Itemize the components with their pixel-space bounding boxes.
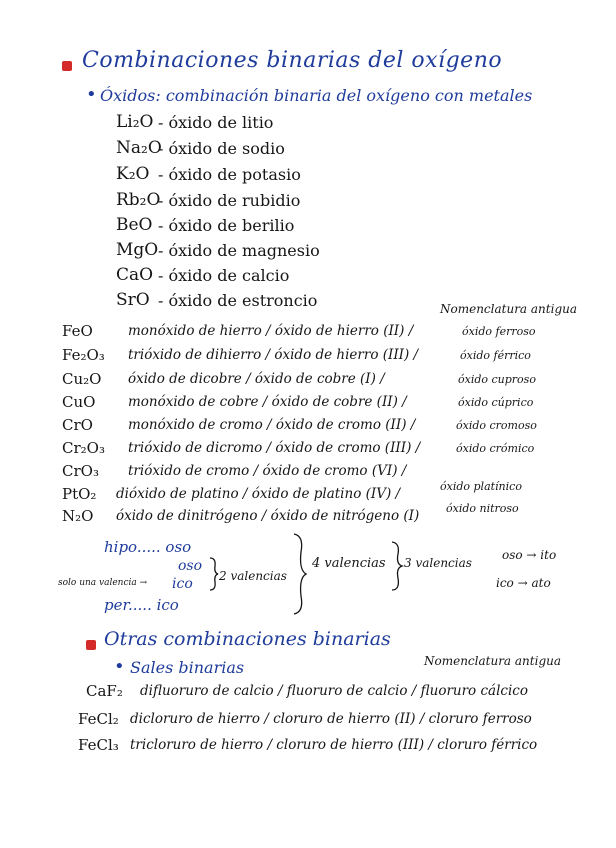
oxide-formula: CuO	[62, 393, 96, 411]
oxide-name: - óxido de sodio	[158, 139, 285, 158]
oxide-name: - óxido de berilio	[158, 216, 295, 235]
page-title: Combinaciones binarias del oxígeno	[82, 48, 503, 73]
oxide-old-name: óxido ferroso	[462, 325, 536, 338]
oxide-formula: Fe₂O₃	[62, 346, 105, 364]
oxide-formula: Li₂O	[116, 112, 154, 132]
rule-ico-ato: ico → ato	[496, 576, 551, 590]
oxide-systematic-name: óxido de dinitrógeno / óxido de nitrógeno (I)	[116, 508, 420, 524]
rule-oso-ito: oso → ito	[502, 548, 557, 562]
nomenclatura-antigua-label-2: Nomenclatura antigua	[424, 654, 562, 668]
otras-heading: Otras combinaciones binarias	[104, 628, 391, 650]
oxide-formula: Cr₂O₃	[62, 439, 105, 457]
dos-valencias-label: 2 valencias	[219, 569, 287, 583]
oxide-formula: K₂O	[116, 164, 150, 184]
brace-two-valencias	[208, 556, 220, 592]
oxide-name: - óxido de magnesio	[158, 241, 320, 260]
oxide-systematic-name: monóxido de hierro / óxido de hierro (II) /	[128, 323, 414, 339]
oxide-formula: CrO	[62, 416, 93, 434]
nomenclatura-antigua-label: Nomenclatura antigua	[440, 302, 578, 316]
tres-valencias-label: 3 valencias	[404, 556, 472, 570]
salt-formula: FeCl₂	[78, 710, 119, 728]
salt-names: dicloruro de hierro / cloruro de hierro (II) / cloruro ferroso	[130, 711, 532, 727]
oxide-old-name: óxido cromoso	[456, 419, 537, 432]
oxide-systematic-name: óxido de dicobre / óxido de cobre (I) /	[128, 371, 385, 387]
salt-formula: FeCl₃	[78, 736, 119, 754]
salt-names: tricloruro de hierro / cloruro de hierro (III) / cloruro férrico	[130, 737, 538, 753]
oxide-name: - óxido de calcio	[158, 266, 290, 285]
brace-three-valencias	[390, 540, 404, 592]
oxide-old-name: óxido crómico	[456, 442, 535, 455]
oxide-formula: MgO	[116, 240, 159, 260]
oxide-formula: CaO	[116, 265, 154, 285]
oxide-old-name: óxido cuproso	[458, 373, 536, 386]
salt-names: difluoruro de calcio / fluoruro de calcio / fluoruro cálcico	[140, 683, 528, 699]
oxidos-bullet-icon: •	[86, 84, 97, 105]
oxide-old-name: óxido cúprico	[458, 396, 534, 409]
sola-valencia-note: solo una valencia →	[58, 578, 148, 588]
suffix-ico: ico	[172, 576, 193, 592]
oxide-formula: Cu₂O	[62, 370, 102, 388]
salt-formula: CaF₂	[86, 682, 123, 700]
oxide-formula: SrO	[116, 290, 150, 310]
oxide-old-name: óxido nitroso	[446, 502, 519, 515]
oxide-name: - óxido de litio	[158, 113, 274, 132]
oxide-formula: FeO	[62, 322, 93, 340]
sales-heading: Sales binarias	[130, 658, 245, 677]
oxide-formula: Na₂O	[116, 138, 162, 158]
oxide-formula: N₂O	[62, 507, 94, 525]
oxide-systematic-name: trióxido de dihierro / óxido de hierro (III) /	[128, 347, 419, 363]
oxide-formula: CrO₃	[62, 462, 99, 480]
oxide-old-name: óxido platínico	[440, 480, 522, 493]
oxide-systematic-name: dióxido de platino / óxido de platino (IV) /	[116, 486, 401, 502]
oxide-name: - óxido de potasio	[158, 165, 301, 184]
oxidos-heading: Óxidos: combinación binaria del oxígeno con metales	[100, 86, 533, 105]
prefix-hipo-oso: hipo..... oso	[104, 538, 192, 556]
oxide-systematic-name: monóxido de cobre / óxido de cobre (II) /	[128, 394, 407, 410]
cuatro-valencias-label: 4 valencias	[312, 556, 386, 571]
oxide-formula: BeO	[116, 215, 153, 235]
oxide-name: - óxido de estroncio	[158, 291, 318, 310]
brace-four-valencias	[292, 532, 308, 616]
oxide-formula: Rb₂O	[116, 190, 161, 210]
oxide-name: - óxido de rubidio	[158, 191, 301, 210]
oxide-formula: PtO₂	[62, 485, 97, 503]
oxide-systematic-name: trióxido de dicromo / óxido de cromo (III) /	[128, 440, 421, 456]
oxide-systematic-name: monóxido de cromo / óxido de cromo (II) /	[128, 417, 416, 433]
prefix-per-ico: per..... ico	[104, 596, 179, 614]
otras-bullet-icon	[86, 640, 96, 650]
oxide-old-name: óxido férrico	[460, 349, 531, 362]
sales-bullet-icon: •	[114, 656, 125, 677]
suffix-oso: oso	[178, 558, 203, 574]
title-bullet-icon	[62, 61, 72, 71]
oxide-systematic-name: trióxido de cromo / óxido de cromo (VI) /	[128, 463, 407, 479]
